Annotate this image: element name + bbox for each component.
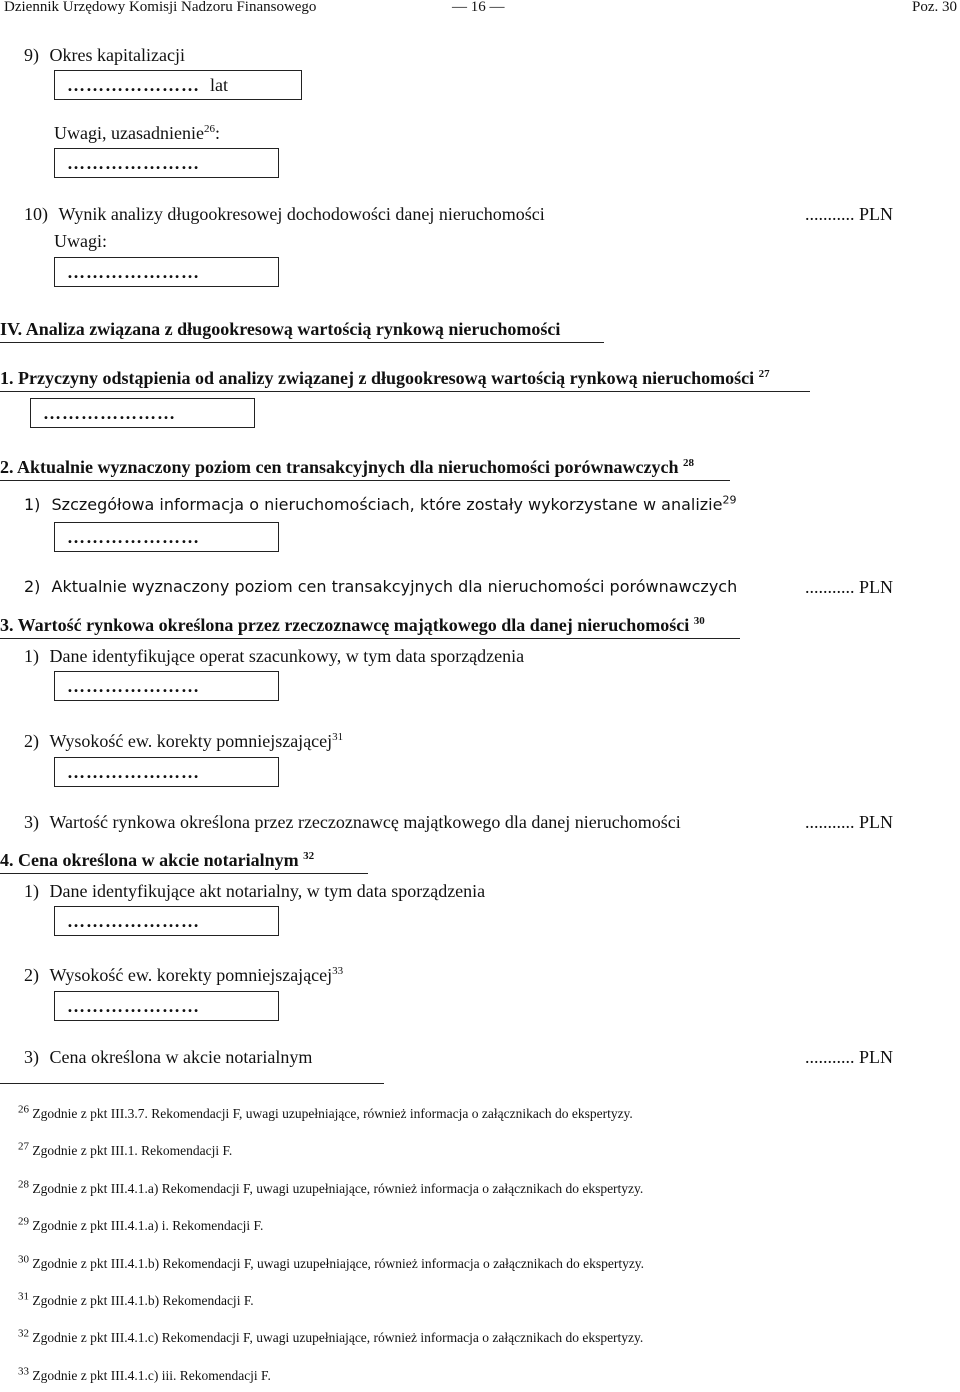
item-label: 1) [24, 881, 39, 901]
item-label: 9) [24, 45, 39, 65]
footnote-separator [0, 1083, 384, 1084]
footnote-30 [18, 1255, 644, 1273]
page-number: — 16 — [452, 0, 505, 15]
footnote-ref[interactable]: 31 [332, 731, 344, 743]
footnote-ref[interactable]: 28 [683, 457, 694, 469]
notarial-deed-field[interactable] [54, 906, 279, 936]
item-text: Dane identyfikujące operat szacunkowy, w tym data sporządzenia [49, 646, 525, 666]
subsection-2-title: 2. Aktualnie wyznaczony poziom cen transakcyjnych dla nieruchomości porównawczych $^{28}$ [0, 457, 694, 477]
field-dots: ………………… [67, 675, 200, 696]
unit-years: lat [210, 74, 228, 95]
footnote-32 [18, 1329, 643, 1347]
field-dots: ………………… [67, 261, 200, 282]
footnote-number: 28 [18, 1178, 29, 1191]
footnote-text: Zgodnie z pkt III.4.1.a) i. Rekomendacji F. [29, 1218, 264, 1234]
footnote-text: Zgodnie z pkt III.4.1.c) iii. Rekomendacji F. [29, 1367, 271, 1383]
footnote-31 [18, 1292, 254, 1310]
capitalization-period-field[interactable] [54, 70, 302, 100]
underline [0, 391, 810, 392]
field-dots: ………………… [67, 526, 200, 547]
journal-title: Dziennik Urzędowy Komisji Nadzoru Finansowego [4, 0, 317, 15]
s4-item-1 [24, 880, 485, 902]
footnote-number: 26 [18, 1103, 29, 1116]
field-dots: ………………… [43, 402, 176, 423]
s2-item-2 [24, 576, 737, 598]
field-dots: ………………… [67, 74, 200, 95]
footnote-text: Zgodnie z pkt III.4.1.b) Rekomendacji F. [29, 1293, 254, 1308]
pln-value-10[interactable]: ........... PLN [805, 204, 894, 224]
footnote-ref[interactable]: 27 [758, 368, 770, 380]
pln-value-s4[interactable]: ........... PLN [805, 1047, 894, 1067]
footnote-ref[interactable]: 33 [332, 965, 344, 977]
item-text: Wartość rynkowa określona przez rzeczoznawcę majątkowego dla danej nieruchomości [49, 812, 681, 832]
footnote-33 [18, 1367, 271, 1385]
footnote-number: 30 [18, 1253, 29, 1266]
footnote-ref[interactable]: 32 [303, 850, 315, 862]
footnote-number: 31 [18, 1290, 29, 1303]
field-dots: ………………… [67, 761, 200, 782]
s3-item-1 [24, 645, 524, 667]
item-text: Okres kapitalizacji [49, 45, 185, 65]
pln-value-s2[interactable]: ........... PLN [805, 577, 894, 597]
item-label: 2) [24, 965, 39, 985]
item-label: 2) [24, 731, 39, 751]
footnote-text: Zgodnie z pkt III.1. Rekomendacji F. [29, 1143, 233, 1159]
footnote-number: 33 [18, 1365, 29, 1378]
field-dots: ………………… [67, 995, 200, 1016]
departure-reasons-field[interactable] [30, 398, 255, 428]
item-label: 10) [24, 204, 48, 224]
footnote-text: Zgodnie z pkt III.4.1.c) Rekomendacji F, uwagi uzupełniające, również informacja o załącznikach do ekspertyzy. [29, 1330, 644, 1346]
underline [0, 480, 730, 481]
footnote-ref[interactable]: 30 [693, 615, 705, 627]
underline [0, 638, 740, 639]
section-iv-title: IV. Analiza związana z długookresową wartością rynkową nieruchomości [0, 319, 561, 339]
subsection-1-title: 1. Przyczyny odstąpienia od analizy związanej z długookresową wartością rynkową nieruchomości $^{27}$ [0, 368, 770, 388]
remarks-justification-field[interactable] [54, 148, 279, 178]
pln-value-s3[interactable]: ........... PLN [805, 812, 894, 832]
s3-correction-field[interactable] [54, 757, 279, 787]
remarks-label: Uwagi: [54, 231, 107, 251]
footnote-28 [18, 1180, 643, 1198]
item-label: 3) [24, 1047, 39, 1067]
remarks-justification-label: Uwagi, uzasadnienie$^{26}$: [54, 123, 220, 143]
subsection-3-title: 3. Wartość rynkowa określona przez rzeczoznawcę majątkowego dla danej nieruchomości $^{30}$ [0, 615, 705, 635]
item-text: Cena określona w akcie notarialnym [49, 1047, 313, 1067]
footnote-29 [18, 1217, 263, 1235]
position-number: Poz. 30 [912, 0, 957, 15]
item-10 [24, 203, 545, 225]
item-9 [24, 44, 185, 66]
subsection-4-title: 4. Cena określona w akcie notarialnym $^{32}$ [0, 850, 315, 870]
item-text: Aktualnie wyznaczony poziom cen transakcyjnych dla nieruchomości porównawczych [51, 577, 738, 596]
item-label: 1) [24, 495, 41, 514]
footnote-text: Zgodnie z pkt III.3.7. Rekomendacji F, uwagi uzupełniające, również informacja o załącznikach do ekspertyzy. [29, 1106, 633, 1121]
footnote-text: Zgodnie z pkt III.4.1.b) Rekomendacji F, uwagi uzupełniające, również informacja o załącznikach do ekspertyzy. [29, 1255, 645, 1271]
field-dots: ………………… [67, 152, 200, 173]
item-label: 3) [24, 812, 39, 832]
item-text: Wysokość ew. korekty pomniejszającej [49, 731, 333, 751]
item-label: 2) [24, 577, 41, 596]
item-text: Dane identyfikujące akt notarialny, w tym data sporządzenia [49, 881, 486, 901]
item-label: 1) [24, 646, 39, 666]
footnote-27 [18, 1142, 232, 1160]
footnote-number: 27 [18, 1140, 29, 1153]
s4-item-2 [24, 964, 343, 986]
remarks-field[interactable] [54, 257, 279, 287]
item-text: Szczegółowa informacja o nieruchomościach, które zostały wykorzystane w analizie [51, 495, 723, 514]
s2-item-1 [24, 494, 736, 516]
s3-item-3 [24, 811, 681, 833]
s3-item-2 [24, 730, 343, 752]
valuation-report-field[interactable] [54, 671, 279, 701]
comparables-info-field[interactable] [54, 522, 279, 552]
footnote-text: Zgodnie z pkt III.4.1.a) Rekomendacji F, uwagi uzupełniające, również informacja o załącznikach do ekspertyzy. [29, 1180, 644, 1196]
item-text: Wynik analizy długookresowej dochodowości danej nieruchomości [58, 204, 545, 224]
footnote-ref[interactable]: 29 [722, 493, 737, 507]
s4-item-3 [24, 1046, 312, 1068]
footnote-ref[interactable]: 26 [203, 123, 215, 135]
footnote-26 [18, 1105, 633, 1123]
field-dots: ………………… [67, 910, 200, 931]
footnote-number: 29 [18, 1215, 29, 1228]
s4-correction-field[interactable] [54, 991, 279, 1021]
underline [0, 342, 604, 343]
item-text: Wysokość ew. korekty pomniejszającej [49, 965, 333, 985]
footnote-number: 32 [18, 1327, 29, 1340]
underline [0, 873, 368, 874]
